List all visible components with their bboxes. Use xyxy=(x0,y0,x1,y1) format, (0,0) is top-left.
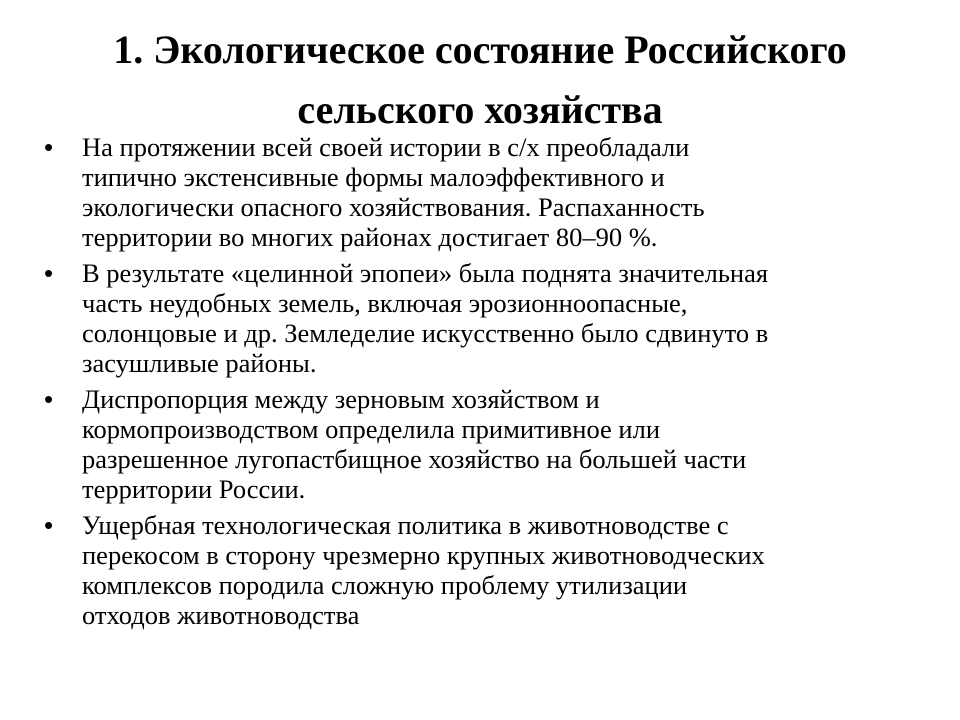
bullet-line: экологически опасного хозяйствования. Распаханность xyxy=(82,192,705,222)
bullet-text xyxy=(82,384,920,504)
bullet-line: перекосом в сторону чрезмерно крупных животноводческих xyxy=(82,540,765,570)
title-line: 1. Экологическое состояние Российского xyxy=(113,27,847,72)
bullet-dot-icon: • xyxy=(44,132,54,162)
bullet-line: часть неудобных земель, включая эрозионноопасные, xyxy=(82,288,688,318)
bullet-line: солонцовые и др. Земледелие искусственно было сдвинуто в xyxy=(82,318,769,348)
bullet-line: разрешенное лугопастбищное хозяйство на большей части xyxy=(82,444,747,474)
bullet-text xyxy=(82,510,920,630)
bullet-line: кормопроизводством определила примитивное или xyxy=(82,414,661,444)
slide-title xyxy=(40,20,920,140)
bullet-dot-icon: • xyxy=(44,510,54,540)
bullet-line: отходов животноводства xyxy=(82,600,360,630)
bullet-item xyxy=(40,510,920,630)
bullet-item xyxy=(40,258,920,378)
bullet-text xyxy=(82,258,920,378)
bullet-dot-icon: • xyxy=(44,384,54,414)
bullet-line: Ущербная технологическая политика в животноводстве с xyxy=(82,510,729,540)
title-line: сельского хозяйства xyxy=(297,87,663,132)
bullet-line: Диспропорция между зерновым хозяйством и xyxy=(82,384,600,414)
bullet-text xyxy=(82,132,920,252)
bullet-list xyxy=(40,132,920,636)
bullet-dot-icon: • xyxy=(44,258,54,288)
bullet-line: На протяжении всей своей истории в с/х преобладали xyxy=(82,132,690,162)
bullet-line: комплексов породила сложную проблему утилизации xyxy=(82,570,688,600)
bullet-item xyxy=(40,132,920,252)
bullet-line: В результате «целинной эпопеи» была поднята значительная xyxy=(82,258,769,288)
bullet-line: территории во многих районах достигает 80–90 %. xyxy=(82,222,658,252)
bullet-item xyxy=(40,384,920,504)
bullet-line: засушливые районы. xyxy=(82,348,317,378)
bullet-line: типично экстенсивные формы малоэффективного и xyxy=(82,162,665,192)
bullet-line: территории России. xyxy=(82,474,306,504)
